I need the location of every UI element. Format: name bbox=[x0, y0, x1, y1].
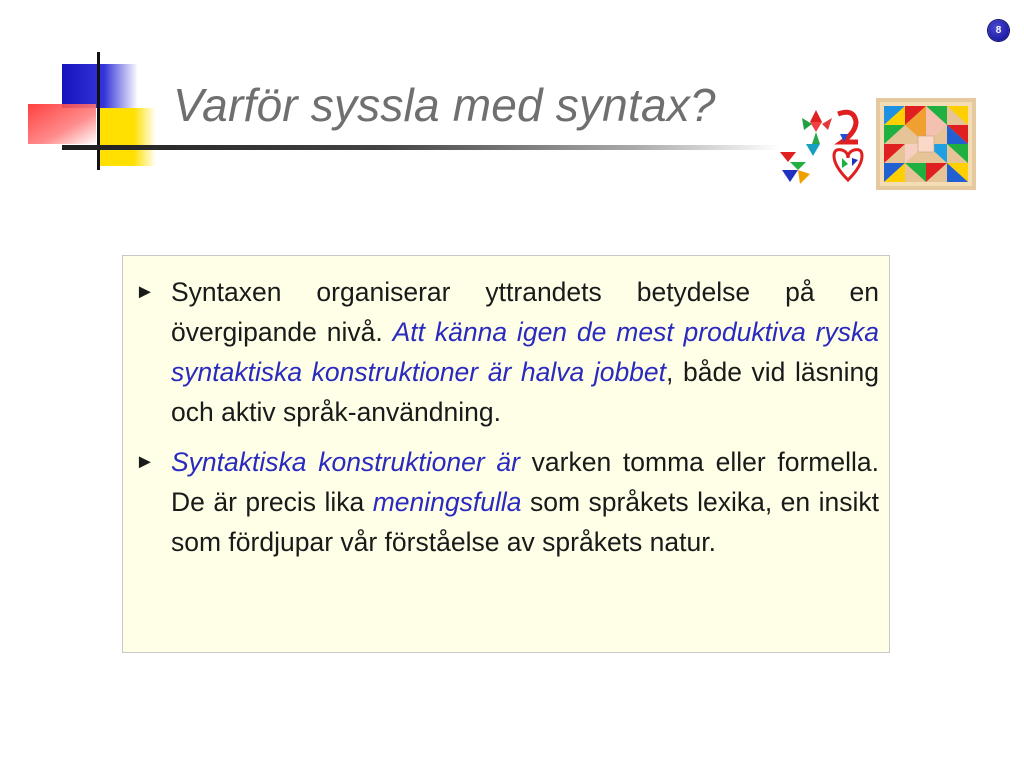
slide-title: Varför syssla med syntax? bbox=[173, 79, 716, 131]
bullet-item bbox=[135, 272, 879, 432]
bullet-plain-text: som språkets lexika, en insikt som fördjupar vår förståelse av språkets natur. bbox=[171, 487, 879, 557]
bullet-plain-text: varken tomma eller formella. De är precis lika bbox=[171, 447, 879, 517]
bullet-emphasis-text: meningsfulla bbox=[372, 487, 522, 517]
bullet-text bbox=[171, 442, 879, 562]
bullet-emphasis-text: Att känna igen de mest produktiva ryska syntaktiska konstruktioner är halva jobbet bbox=[171, 317, 879, 387]
title-underline bbox=[62, 145, 780, 150]
content-box bbox=[122, 255, 890, 653]
bullet-item bbox=[135, 442, 879, 562]
tangram-figures-icon bbox=[776, 104, 864, 188]
bullet-marker-icon: ► bbox=[135, 281, 155, 303]
page-number-badge: 8 bbox=[988, 20, 1009, 41]
wooden-mosaic-puzzle-icon bbox=[876, 98, 976, 190]
bullet-marker-icon: ► bbox=[135, 451, 155, 473]
bullet-plain-text: , både vid läsning och aktiv språk-användning. bbox=[171, 357, 879, 427]
bullet-emphasis-text: Syntaktiska konstruktioner är bbox=[171, 447, 520, 477]
color-squares-icon bbox=[0, 0, 180, 180]
bullet-plain-text: Syntaxen organiserar yttrandets betydelse på en övergipande nivå. bbox=[171, 277, 879, 347]
bullet-text bbox=[171, 272, 879, 432]
